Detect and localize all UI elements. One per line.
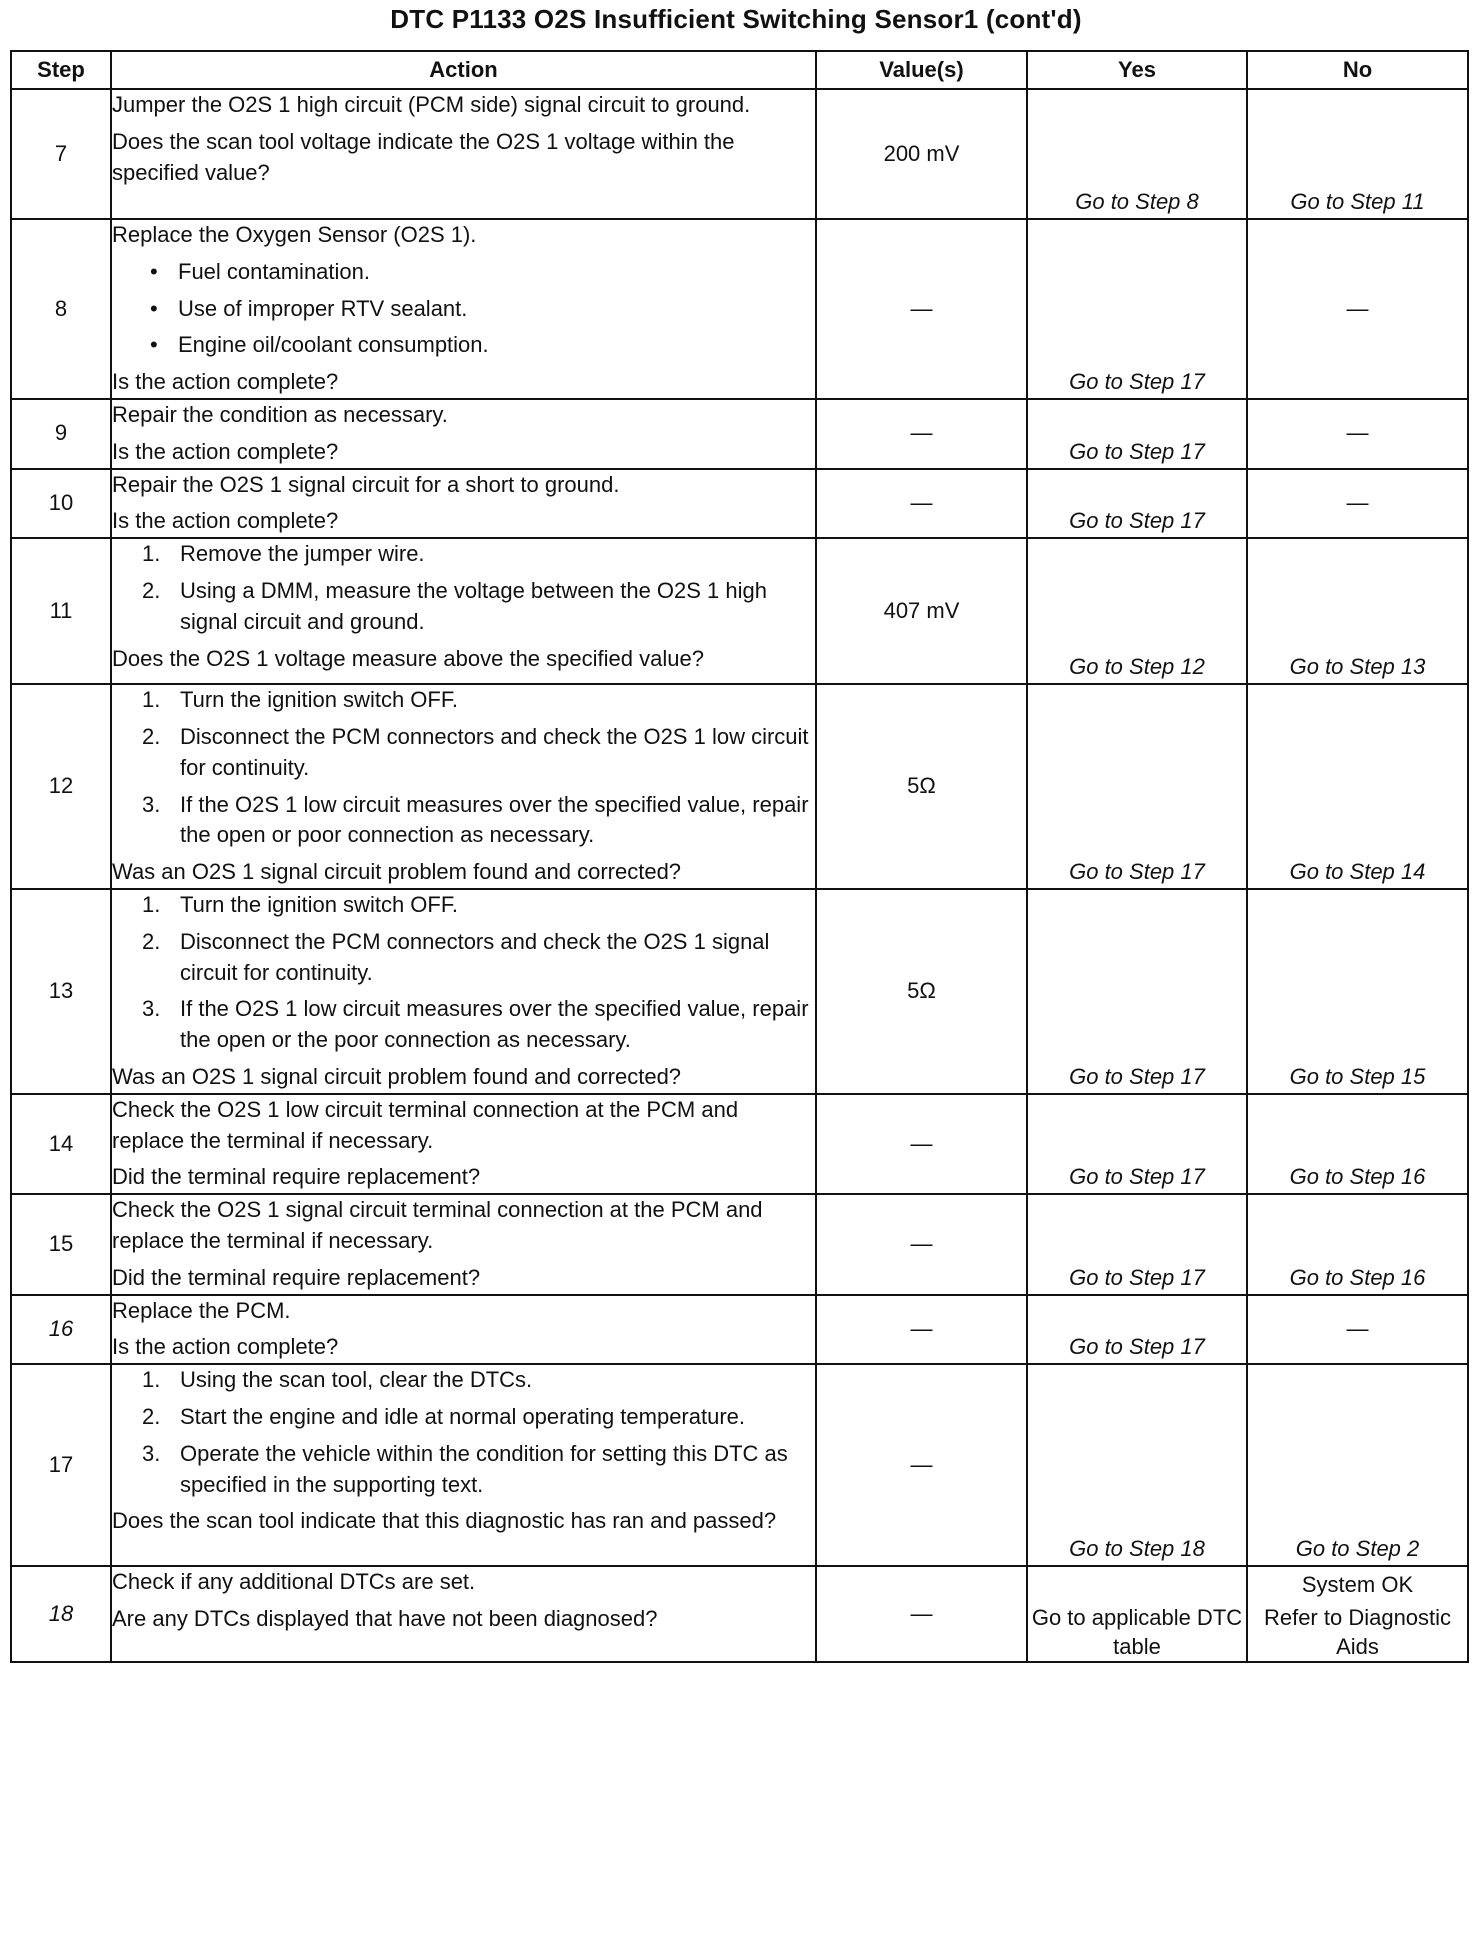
item-text: Remove the jumper wire. bbox=[180, 541, 425, 567]
step-number: 9 bbox=[11, 399, 111, 469]
action-question: Did the terminal require replacement? bbox=[112, 1264, 481, 1290]
yes-cell: Go to Step 17 bbox=[1027, 1094, 1247, 1194]
yes-cell: Go to applicable DTC table bbox=[1027, 1566, 1247, 1662]
yes-cell: Go to Step 17 bbox=[1027, 469, 1247, 539]
action-cell bbox=[111, 469, 816, 539]
yes-cell: Go to Step 8 bbox=[1027, 89, 1247, 219]
item-text: If the O2S 1 low circuit measures over the specified value, repair the open or poor connection as necessary. bbox=[180, 791, 809, 848]
item-number: 1. bbox=[142, 891, 161, 917]
numbered-item bbox=[112, 790, 815, 852]
no-cell-text: Go to Step 15 bbox=[1289, 1063, 1426, 1089]
numbered-list bbox=[112, 1365, 815, 1500]
bullet-list bbox=[112, 257, 815, 361]
numbered-item bbox=[112, 1439, 815, 1501]
no-cell-text: Go to Step 14 bbox=[1289, 859, 1426, 885]
table-row bbox=[11, 89, 1468, 219]
value-cell: 5Ω bbox=[816, 684, 1027, 889]
no-cell bbox=[1247, 399, 1468, 469]
action-cell bbox=[111, 1364, 816, 1566]
value-cell: — bbox=[816, 1194, 1027, 1294]
item-number: 2. bbox=[142, 1403, 161, 1429]
value-cell: — bbox=[816, 399, 1027, 469]
action-text: Repair the O2S 1 signal circuit for a short to ground. bbox=[112, 471, 620, 497]
item-text: Disconnect the PCM connectors and check the O2S 1 signal circuit for continuity. bbox=[180, 928, 770, 985]
item-text: Start the engine and idle at normal operating temperature. bbox=[180, 1403, 746, 1429]
table-row bbox=[11, 1194, 1468, 1294]
value-cell: — bbox=[816, 219, 1027, 399]
item-number: 3. bbox=[142, 1440, 161, 1466]
no-cell-text: Go to Step 13 bbox=[1289, 654, 1426, 680]
no-cell bbox=[1247, 1194, 1468, 1294]
no-cell bbox=[1247, 469, 1468, 539]
item-text: Operate the vehicle within the condition for setting this DTC as specified in the supporting text. bbox=[180, 1440, 788, 1497]
value-cell: 5Ω bbox=[816, 889, 1027, 1094]
step-number: 15 bbox=[11, 1194, 111, 1294]
numbered-list bbox=[112, 890, 815, 1056]
action-text: Repair the condition as necessary. bbox=[112, 401, 448, 427]
yes-cell: Go to Step 17 bbox=[1027, 684, 1247, 889]
step-number: 10 bbox=[11, 469, 111, 539]
value-cell: — bbox=[816, 1364, 1027, 1566]
item-text: Disconnect the PCM connectors and check the O2S 1 low circuit for continuity. bbox=[180, 723, 809, 780]
no-cell bbox=[1247, 1364, 1468, 1566]
action-question: Did the terminal require replacement? bbox=[112, 1164, 481, 1190]
action-cell bbox=[111, 1295, 816, 1365]
table-row bbox=[11, 399, 1468, 469]
step-number: 12 bbox=[11, 684, 111, 889]
table-row bbox=[11, 1566, 1468, 1662]
numbered-item bbox=[112, 890, 815, 921]
item-text: Turn the ignition switch OFF. bbox=[180, 687, 458, 713]
action-text: Jumper the O2S 1 high circuit (PCM side) signal circuit to ground. bbox=[112, 92, 751, 117]
no-cell bbox=[1247, 1295, 1468, 1365]
yes-cell: Go to Step 17 bbox=[1027, 1295, 1247, 1365]
action-question: Does the scan tool voltage indicate the O2S 1 voltage within the specified value? bbox=[112, 128, 735, 185]
action-question: Is the action complete? bbox=[112, 369, 339, 395]
numbered-list bbox=[112, 685, 815, 851]
action-question: Does the O2S 1 voltage measure above the specified value? bbox=[112, 645, 704, 671]
no-cell bbox=[1247, 538, 1468, 684]
item-number: 3. bbox=[142, 996, 161, 1022]
no-cell bbox=[1247, 1566, 1468, 1662]
item-text: Using the scan tool, clear the DTCs. bbox=[180, 1367, 533, 1393]
value-cell: — bbox=[816, 1566, 1027, 1662]
header-step: Step bbox=[11, 51, 111, 89]
step-number: 11 bbox=[11, 538, 111, 684]
yes-cell: Go to Step 18 bbox=[1027, 1364, 1247, 1566]
header-value: Value(s) bbox=[816, 51, 1027, 89]
no-cell-lines bbox=[1248, 1571, 1467, 1661]
table-row bbox=[11, 469, 1468, 539]
no-cell bbox=[1247, 1094, 1468, 1194]
bullet-item: • Use of improper RTV sealant. bbox=[112, 294, 815, 325]
action-text: Check if any additional DTCs are set. bbox=[112, 1569, 476, 1595]
no-cell-text: Go to Step 11 bbox=[1290, 189, 1425, 215]
numbered-item bbox=[112, 722, 815, 784]
item-number: 2. bbox=[142, 723, 161, 749]
step-number: 17 bbox=[11, 1364, 111, 1566]
item-number: 2. bbox=[142, 577, 161, 603]
diagnostic-table bbox=[10, 50, 1469, 1663]
no-cell-text: — bbox=[1346, 489, 1369, 515]
numbered-item bbox=[112, 994, 815, 1056]
action-cell bbox=[111, 1094, 816, 1194]
yes-cell: Go to Step 17 bbox=[1027, 399, 1247, 469]
value-cell: 407 mV bbox=[816, 538, 1027, 684]
yes-cell: Go to Step 17 bbox=[1027, 1194, 1247, 1294]
yes-cell: Go to Step 12 bbox=[1027, 538, 1247, 684]
item-number: 1. bbox=[142, 541, 161, 567]
numbered-item bbox=[112, 539, 815, 570]
table-row bbox=[11, 1364, 1468, 1566]
header-no: No bbox=[1247, 51, 1468, 89]
action-text: Check the O2S 1 signal circuit terminal connection at the PCM and replace the terminal if necessary. bbox=[112, 1197, 763, 1253]
value-cell: — bbox=[816, 469, 1027, 539]
step-number: 8 bbox=[11, 219, 111, 399]
action-question: Are any DTCs displayed that have not been diagnosed? bbox=[112, 1605, 658, 1631]
item-number: 1. bbox=[142, 1367, 161, 1393]
no-cell-text: Go to Step 2 bbox=[1295, 1536, 1420, 1562]
item-number: 3. bbox=[142, 791, 161, 817]
no-cell-text: Go to Step 16 bbox=[1289, 1264, 1426, 1290]
numbered-item bbox=[112, 1365, 815, 1396]
step-number: 18 bbox=[11, 1566, 111, 1662]
step-number: 16 bbox=[11, 1295, 111, 1365]
no-cell bbox=[1247, 89, 1468, 219]
step-number: 14 bbox=[11, 1094, 111, 1194]
value-cell: — bbox=[816, 1295, 1027, 1365]
step-number: 13 bbox=[11, 889, 111, 1094]
item-number: 2. bbox=[142, 928, 161, 954]
numbered-item bbox=[112, 1402, 815, 1433]
value-cell: 200 mV bbox=[816, 89, 1027, 219]
table-row bbox=[11, 1295, 1468, 1365]
header-row bbox=[11, 51, 1468, 89]
action-question: Is the action complete? bbox=[112, 438, 339, 464]
action-question: Was an O2S 1 signal circuit problem found and corrected? bbox=[112, 859, 682, 885]
action-cell bbox=[111, 1194, 816, 1294]
numbered-list bbox=[112, 539, 815, 637]
action-cell bbox=[111, 538, 816, 684]
item-number: 1. bbox=[142, 687, 161, 713]
bullet-item: • Engine oil/coolant consumption. bbox=[112, 330, 815, 361]
bullet-item: • Fuel contamination. bbox=[112, 257, 815, 288]
no-cell bbox=[1247, 889, 1468, 1094]
table-row bbox=[11, 1094, 1468, 1194]
no-cell-line: System OK bbox=[1301, 1572, 1414, 1598]
action-cell bbox=[111, 889, 816, 1094]
table-row bbox=[11, 889, 1468, 1094]
item-text: Using a DMM, measure the voltage between the O2S 1 high signal circuit and ground. bbox=[180, 577, 767, 634]
no-cell-text: — bbox=[1346, 1315, 1369, 1341]
value-cell: — bbox=[816, 1094, 1027, 1194]
no-cell-text: — bbox=[1346, 295, 1369, 321]
action-cell bbox=[111, 89, 816, 219]
action-text: Replace the PCM. bbox=[112, 1297, 291, 1323]
action-question: Was an O2S 1 signal circuit problem found and corrected? bbox=[112, 1063, 682, 1089]
action-cell bbox=[111, 399, 816, 469]
step-number: 7 bbox=[11, 89, 111, 219]
action-cell bbox=[111, 1566, 816, 1662]
numbered-item bbox=[112, 927, 815, 989]
action-text: Check the O2S 1 low circuit terminal connection at the PCM and replace the terminal if necessary. bbox=[112, 1096, 739, 1153]
item-text: If the O2S 1 low circuit measures over the specified value, repair the open or the poor connection as necessary. bbox=[180, 996, 809, 1053]
table-row bbox=[11, 684, 1468, 889]
action-cell bbox=[111, 684, 816, 889]
no-cell-text: Go to Step 16 bbox=[1289, 1164, 1426, 1190]
table-row bbox=[11, 538, 1468, 684]
yes-cell: Go to Step 17 bbox=[1027, 889, 1247, 1094]
no-cell-line: Refer to Diagnostic Aids bbox=[1263, 1604, 1452, 1659]
no-cell bbox=[1247, 684, 1468, 889]
action-question: Is the action complete? bbox=[112, 1334, 339, 1360]
header-action: Action bbox=[111, 51, 816, 89]
item-text: Turn the ignition switch OFF. bbox=[180, 891, 458, 917]
document-title: DTC P1133 O2S Insufficient Switching Sensor1 (cont'd) bbox=[390, 4, 1082, 34]
action-question: Does the scan tool indicate that this diagnostic has ran and passed? bbox=[112, 1508, 777, 1534]
no-cell-text: — bbox=[1346, 420, 1369, 446]
action-question: Is the action complete? bbox=[112, 508, 339, 534]
no-cell bbox=[1247, 219, 1468, 399]
action-cell bbox=[111, 219, 816, 399]
numbered-item bbox=[112, 685, 815, 716]
numbered-item bbox=[112, 576, 815, 638]
header-yes: Yes bbox=[1027, 51, 1247, 89]
action-text: Replace the Oxygen Sensor (O2S 1). bbox=[112, 222, 477, 247]
yes-cell: Go to Step 17 bbox=[1027, 219, 1247, 399]
table-row bbox=[11, 219, 1468, 399]
